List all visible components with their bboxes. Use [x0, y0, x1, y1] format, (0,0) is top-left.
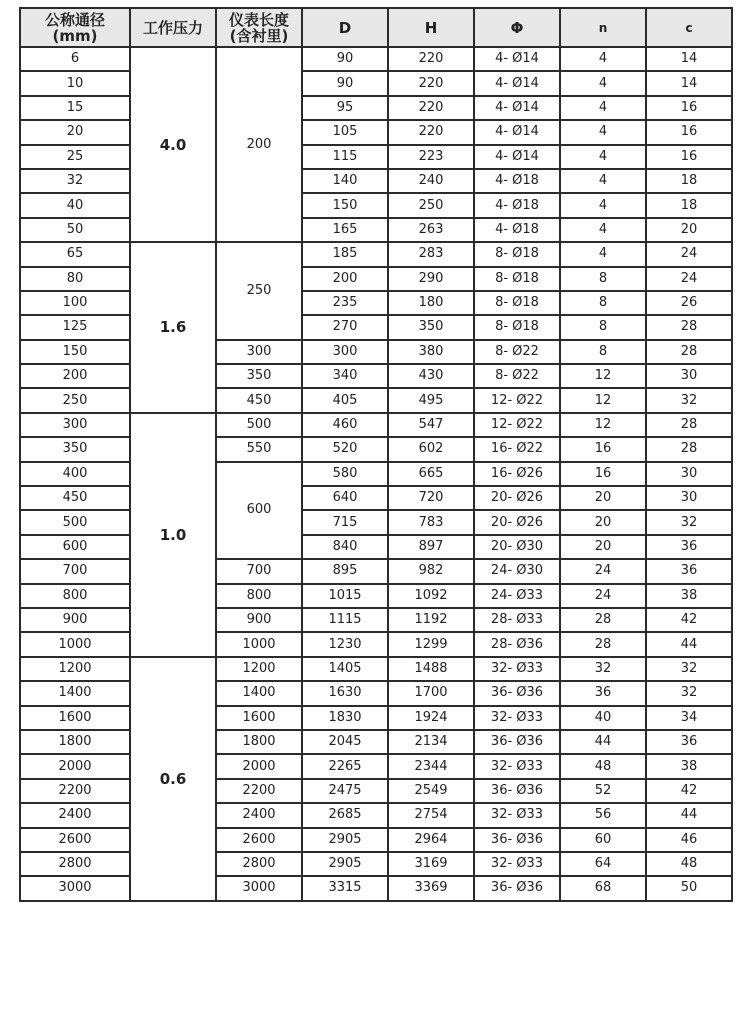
bolt-count-n-cell: 20 [560, 535, 646, 559]
height-h-cell: 1700 [388, 681, 474, 705]
bolt-holes-cell: 8- Ø18 [474, 267, 560, 291]
instrument-length-cell: 1200 [216, 657, 302, 681]
header-row [20, 8, 732, 47]
header-instrument-length-line1: 仪表长度 [228, 10, 289, 29]
flange-d-cell: 2045 [302, 730, 388, 754]
bolt-holes-cell: 4- Ø14 [474, 47, 560, 71]
flange-d-cell: 2265 [302, 754, 388, 778]
bolt-count-n-cell: 8 [560, 315, 646, 339]
thickness-c-cell: 18 [646, 169, 732, 193]
table-row [20, 291, 732, 315]
bolt-holes-cell: 4- Ø18 [474, 169, 560, 193]
height-h-cell: 2134 [388, 730, 474, 754]
height-h-cell: 220 [388, 71, 474, 95]
flange-d-cell: 90 [302, 47, 388, 71]
height-h-cell: 1192 [388, 608, 474, 632]
thickness-c-cell: 16 [646, 96, 732, 120]
bolt-count-n-cell: 12 [560, 388, 646, 412]
thickness-c-cell: 16 [646, 145, 732, 169]
height-h-cell: 2549 [388, 779, 474, 803]
thickness-c-cell: 30 [646, 486, 732, 510]
nominal-diameter-cell: 800 [20, 584, 130, 608]
flange-d-cell: 115 [302, 145, 388, 169]
thickness-c-cell: 28 [646, 315, 732, 339]
bolt-holes-cell: 20- Ø30 [474, 535, 560, 559]
height-h-cell: 897 [388, 535, 474, 559]
bolt-count-n-cell: 48 [560, 754, 646, 778]
thickness-c-cell: 24 [646, 242, 732, 266]
thickness-c-cell: 34 [646, 706, 732, 730]
nominal-diameter-cell: 2600 [20, 828, 130, 852]
thickness-c-cell: 30 [646, 462, 732, 486]
flange-d-cell: 2475 [302, 779, 388, 803]
table-row [20, 315, 732, 339]
height-h-cell: 350 [388, 315, 474, 339]
flange-d-cell: 715 [302, 510, 388, 534]
bolt-holes-cell: 32- Ø33 [474, 852, 560, 876]
bolt-count-n-cell: 28 [560, 632, 646, 656]
flange-d-cell: 340 [302, 364, 388, 388]
bolt-count-n-cell: 4 [560, 71, 646, 95]
instrument-length-cell: 2400 [216, 803, 302, 827]
table-row [20, 193, 732, 217]
thickness-c-cell: 32 [646, 681, 732, 705]
height-h-cell: 430 [388, 364, 474, 388]
nominal-diameter-cell: 1600 [20, 706, 130, 730]
height-h-cell: 982 [388, 559, 474, 583]
bolt-count-n-cell: 4 [560, 120, 646, 144]
table-row [20, 486, 732, 510]
bolt-count-n-cell: 4 [560, 96, 646, 120]
bolt-count-n-cell: 68 [560, 876, 646, 900]
height-h-cell: 1924 [388, 706, 474, 730]
nominal-diameter-cell: 900 [20, 608, 130, 632]
bolt-holes-cell: 8- Ø18 [474, 315, 560, 339]
flange-d-cell: 300 [302, 340, 388, 364]
bolt-count-n-cell: 4 [560, 193, 646, 217]
nominal-diameter-cell: 6 [20, 47, 130, 71]
table-row [20, 413, 732, 437]
flange-d-cell: 90 [302, 71, 388, 95]
working-pressure-cell: 4.0 [130, 47, 216, 242]
table-row [20, 47, 732, 71]
table-body [20, 47, 732, 901]
bolt-holes-cell: 16- Ø22 [474, 437, 560, 461]
table-row [20, 535, 732, 559]
nominal-diameter-cell: 700 [20, 559, 130, 583]
table-row [20, 584, 732, 608]
bolt-holes-cell: 4- Ø14 [474, 71, 560, 95]
table-row [20, 340, 732, 364]
instrument-length-cell: 450 [216, 388, 302, 412]
thickness-c-cell: 38 [646, 584, 732, 608]
bolt-count-n-cell: 4 [560, 47, 646, 71]
table-row [20, 876, 732, 900]
table-row [20, 632, 732, 656]
flange-d-cell: 405 [302, 388, 388, 412]
header-n: n [560, 8, 646, 47]
nominal-diameter-cell: 80 [20, 267, 130, 291]
bolt-count-n-cell: 64 [560, 852, 646, 876]
nominal-diameter-cell: 125 [20, 315, 130, 339]
nominal-diameter-cell: 100 [20, 291, 130, 315]
thickness-c-cell: 38 [646, 754, 732, 778]
nominal-diameter-cell: 600 [20, 535, 130, 559]
instrument-length-cell: 2200 [216, 779, 302, 803]
flowmeter-spec-table [19, 7, 733, 902]
nominal-diameter-cell: 25 [20, 145, 130, 169]
bolt-count-n-cell: 60 [560, 828, 646, 852]
table-row [20, 96, 732, 120]
bolt-holes-cell: 24- Ø33 [474, 584, 560, 608]
thickness-c-cell: 36 [646, 559, 732, 583]
height-h-cell: 602 [388, 437, 474, 461]
instrument-length-cell: 1800 [216, 730, 302, 754]
bolt-holes-cell: 28- Ø33 [474, 608, 560, 632]
thickness-c-cell: 44 [646, 803, 732, 827]
table-row [20, 462, 732, 486]
flange-d-cell: 2685 [302, 803, 388, 827]
bolt-count-n-cell: 4 [560, 242, 646, 266]
nominal-diameter-cell: 200 [20, 364, 130, 388]
height-h-cell: 2344 [388, 754, 474, 778]
bolt-holes-cell: 32- Ø33 [474, 754, 560, 778]
table-row [20, 242, 732, 266]
nominal-diameter-cell: 2200 [20, 779, 130, 803]
flange-d-cell: 3315 [302, 876, 388, 900]
height-h-cell: 2754 [388, 803, 474, 827]
bolt-count-n-cell: 28 [560, 608, 646, 632]
instrument-length-cell: 2600 [216, 828, 302, 852]
instrument-length-cell: 300 [216, 340, 302, 364]
flange-d-cell: 105 [302, 120, 388, 144]
height-h-cell: 220 [388, 96, 474, 120]
nominal-diameter-cell: 2000 [20, 754, 130, 778]
bolt-holes-cell: 32- Ø33 [474, 803, 560, 827]
height-h-cell: 180 [388, 291, 474, 315]
height-h-cell: 220 [388, 120, 474, 144]
flange-d-cell: 460 [302, 413, 388, 437]
height-h-cell: 223 [388, 145, 474, 169]
flange-d-cell: 140 [302, 169, 388, 193]
table-row [20, 559, 732, 583]
nominal-diameter-cell: 65 [20, 242, 130, 266]
thickness-c-cell: 14 [646, 47, 732, 71]
working-pressure-cell: 0.6 [130, 657, 216, 901]
header-instrument-length-line2: (含衬里) [229, 26, 289, 45]
bolt-count-n-cell: 8 [560, 267, 646, 291]
table-row [20, 779, 732, 803]
nominal-diameter-cell: 1200 [20, 657, 130, 681]
instrument-length-cell: 1400 [216, 681, 302, 705]
instrument-length-cell: 900 [216, 608, 302, 632]
bolt-holes-cell: 8- Ø22 [474, 340, 560, 364]
bolt-count-n-cell: 52 [560, 779, 646, 803]
height-h-cell: 283 [388, 242, 474, 266]
header-D: D [302, 8, 388, 47]
nominal-diameter-cell: 400 [20, 462, 130, 486]
height-h-cell: 783 [388, 510, 474, 534]
height-h-cell: 380 [388, 340, 474, 364]
working-pressure-cell: 1.6 [130, 242, 216, 413]
thickness-c-cell: 16 [646, 120, 732, 144]
bolt-count-n-cell: 4 [560, 145, 646, 169]
nominal-diameter-cell: 1800 [20, 730, 130, 754]
table-row [20, 218, 732, 242]
bolt-holes-cell: 8- Ø22 [474, 364, 560, 388]
nominal-diameter-cell: 300 [20, 413, 130, 437]
bolt-holes-cell: 16- Ø26 [474, 462, 560, 486]
thickness-c-cell: 32 [646, 510, 732, 534]
thickness-c-cell: 36 [646, 730, 732, 754]
bolt-count-n-cell: 44 [560, 730, 646, 754]
nominal-diameter-cell: 250 [20, 388, 130, 412]
flange-d-cell: 150 [302, 193, 388, 217]
nominal-diameter-cell: 350 [20, 437, 130, 461]
flange-d-cell: 235 [302, 291, 388, 315]
bolt-holes-cell: 36- Ø36 [474, 779, 560, 803]
flange-d-cell: 840 [302, 535, 388, 559]
header-instrument-length [216, 8, 302, 47]
instrument-length-cell: 700 [216, 559, 302, 583]
height-h-cell: 1299 [388, 632, 474, 656]
bolt-count-n-cell: 36 [560, 681, 646, 705]
thickness-c-cell: 46 [646, 828, 732, 852]
height-h-cell: 547 [388, 413, 474, 437]
bolt-holes-cell: 36- Ø36 [474, 681, 560, 705]
height-h-cell: 220 [388, 47, 474, 71]
height-h-cell: 263 [388, 218, 474, 242]
flange-d-cell: 95 [302, 96, 388, 120]
nominal-diameter-cell: 2400 [20, 803, 130, 827]
nominal-diameter-cell: 40 [20, 193, 130, 217]
table-row [20, 803, 732, 827]
header-phi: Φ [474, 8, 560, 47]
header-nominal-diameter [20, 8, 130, 47]
flange-d-cell: 1630 [302, 681, 388, 705]
table-row [20, 388, 732, 412]
bolt-count-n-cell: 12 [560, 364, 646, 388]
table-row [20, 267, 732, 291]
flange-d-cell: 520 [302, 437, 388, 461]
bolt-holes-cell: 4- Ø14 [474, 145, 560, 169]
flange-d-cell: 1405 [302, 657, 388, 681]
bolt-holes-cell: 12- Ø22 [474, 413, 560, 437]
thickness-c-cell: 44 [646, 632, 732, 656]
flange-d-cell: 1230 [302, 632, 388, 656]
instrument-length-cell: 250 [216, 242, 302, 340]
nominal-diameter-cell: 500 [20, 510, 130, 534]
flange-d-cell: 1115 [302, 608, 388, 632]
instrument-length-cell: 200 [216, 47, 302, 242]
flange-d-cell: 2905 [302, 828, 388, 852]
nominal-diameter-cell: 1000 [20, 632, 130, 656]
header-nominal-diameter-line1: 公称通径 [44, 10, 105, 29]
header-nominal-diameter-line2: (mm) [52, 26, 98, 45]
bolt-holes-cell: 32- Ø33 [474, 657, 560, 681]
thickness-c-cell: 26 [646, 291, 732, 315]
bolt-holes-cell: 12- Ø22 [474, 388, 560, 412]
bolt-holes-cell: 4- Ø14 [474, 120, 560, 144]
nominal-diameter-cell: 150 [20, 340, 130, 364]
flange-d-cell: 270 [302, 315, 388, 339]
bolt-holes-cell: 20- Ø26 [474, 486, 560, 510]
instrument-length-cell: 1000 [216, 632, 302, 656]
header-c: c [646, 8, 732, 47]
height-h-cell: 240 [388, 169, 474, 193]
table-row [20, 828, 732, 852]
nominal-diameter-cell: 1400 [20, 681, 130, 705]
bolt-holes-cell: 4- Ø14 [474, 96, 560, 120]
table-header [20, 8, 732, 47]
bolt-holes-cell: 32- Ø33 [474, 706, 560, 730]
bolt-count-n-cell: 40 [560, 706, 646, 730]
thickness-c-cell: 18 [646, 193, 732, 217]
thickness-c-cell: 28 [646, 437, 732, 461]
height-h-cell: 720 [388, 486, 474, 510]
height-h-cell: 290 [388, 267, 474, 291]
working-pressure-cell: 1.0 [130, 413, 216, 657]
thickness-c-cell: 24 [646, 267, 732, 291]
nominal-diameter-cell: 20 [20, 120, 130, 144]
height-h-cell: 250 [388, 193, 474, 217]
table-row [20, 681, 732, 705]
table-row [20, 364, 732, 388]
bolt-holes-cell: 20- Ø26 [474, 510, 560, 534]
bolt-count-n-cell: 56 [560, 803, 646, 827]
thickness-c-cell: 42 [646, 608, 732, 632]
nominal-diameter-cell: 450 [20, 486, 130, 510]
instrument-length-cell: 500 [216, 413, 302, 437]
bolt-count-n-cell: 4 [560, 169, 646, 193]
flange-d-cell: 185 [302, 242, 388, 266]
flange-d-cell: 895 [302, 559, 388, 583]
header-H: H [388, 8, 474, 47]
bolt-holes-cell: 24- Ø30 [474, 559, 560, 583]
thickness-c-cell: 28 [646, 340, 732, 364]
height-h-cell: 1488 [388, 657, 474, 681]
height-h-cell: 1092 [388, 584, 474, 608]
table-row [20, 510, 732, 534]
thickness-c-cell: 50 [646, 876, 732, 900]
instrument-length-cell: 2800 [216, 852, 302, 876]
thickness-c-cell: 32 [646, 388, 732, 412]
height-h-cell: 3169 [388, 852, 474, 876]
instrument-length-cell: 550 [216, 437, 302, 461]
height-h-cell: 665 [388, 462, 474, 486]
height-h-cell: 3369 [388, 876, 474, 900]
instrument-length-cell: 2000 [216, 754, 302, 778]
nominal-diameter-cell: 15 [20, 96, 130, 120]
bolt-count-n-cell: 16 [560, 437, 646, 461]
nominal-diameter-cell: 3000 [20, 876, 130, 900]
bolt-count-n-cell: 16 [560, 462, 646, 486]
bolt-count-n-cell: 4 [560, 218, 646, 242]
table-row [20, 754, 732, 778]
table-row [20, 120, 732, 144]
header-working-pressure: 工作压力 [130, 8, 216, 47]
bolt-count-n-cell: 24 [560, 584, 646, 608]
bolt-count-n-cell: 20 [560, 486, 646, 510]
height-h-cell: 495 [388, 388, 474, 412]
thickness-c-cell: 48 [646, 852, 732, 876]
bolt-holes-cell: 28- Ø36 [474, 632, 560, 656]
table-row [20, 437, 732, 461]
bolt-holes-cell: 8- Ø18 [474, 291, 560, 315]
nominal-diameter-cell: 10 [20, 71, 130, 95]
flange-d-cell: 580 [302, 462, 388, 486]
bolt-count-n-cell: 8 [560, 340, 646, 364]
thickness-c-cell: 28 [646, 413, 732, 437]
instrument-length-cell: 600 [216, 462, 302, 560]
bolt-count-n-cell: 24 [560, 559, 646, 583]
bolt-holes-cell: 36- Ø36 [474, 828, 560, 852]
flange-d-cell: 200 [302, 267, 388, 291]
flange-d-cell: 165 [302, 218, 388, 242]
table-row [20, 730, 732, 754]
table-row [20, 71, 732, 95]
bolt-holes-cell: 36- Ø36 [474, 730, 560, 754]
thickness-c-cell: 20 [646, 218, 732, 242]
flange-d-cell: 2905 [302, 852, 388, 876]
flange-d-cell: 1015 [302, 584, 388, 608]
thickness-c-cell: 42 [646, 779, 732, 803]
bolt-holes-cell: 36- Ø36 [474, 876, 560, 900]
table-row [20, 706, 732, 730]
height-h-cell: 2964 [388, 828, 474, 852]
bolt-holes-cell: 4- Ø18 [474, 193, 560, 217]
bolt-count-n-cell: 20 [560, 510, 646, 534]
thickness-c-cell: 36 [646, 535, 732, 559]
bolt-holes-cell: 8- Ø18 [474, 242, 560, 266]
table-row [20, 657, 732, 681]
flange-d-cell: 1830 [302, 706, 388, 730]
flange-d-cell: 640 [302, 486, 388, 510]
nominal-diameter-cell: 50 [20, 218, 130, 242]
thickness-c-cell: 30 [646, 364, 732, 388]
table-row [20, 169, 732, 193]
table-row [20, 608, 732, 632]
bolt-count-n-cell: 32 [560, 657, 646, 681]
table-row [20, 145, 732, 169]
table-row [20, 852, 732, 876]
thickness-c-cell: 32 [646, 657, 732, 681]
instrument-length-cell: 350 [216, 364, 302, 388]
bolt-count-n-cell: 12 [560, 413, 646, 437]
bolt-holes-cell: 4- Ø18 [474, 218, 560, 242]
nominal-diameter-cell: 32 [20, 169, 130, 193]
instrument-length-cell: 800 [216, 584, 302, 608]
instrument-length-cell: 1600 [216, 706, 302, 730]
bolt-count-n-cell: 8 [560, 291, 646, 315]
instrument-length-cell: 3000 [216, 876, 302, 900]
thickness-c-cell: 14 [646, 71, 732, 95]
nominal-diameter-cell: 2800 [20, 852, 130, 876]
